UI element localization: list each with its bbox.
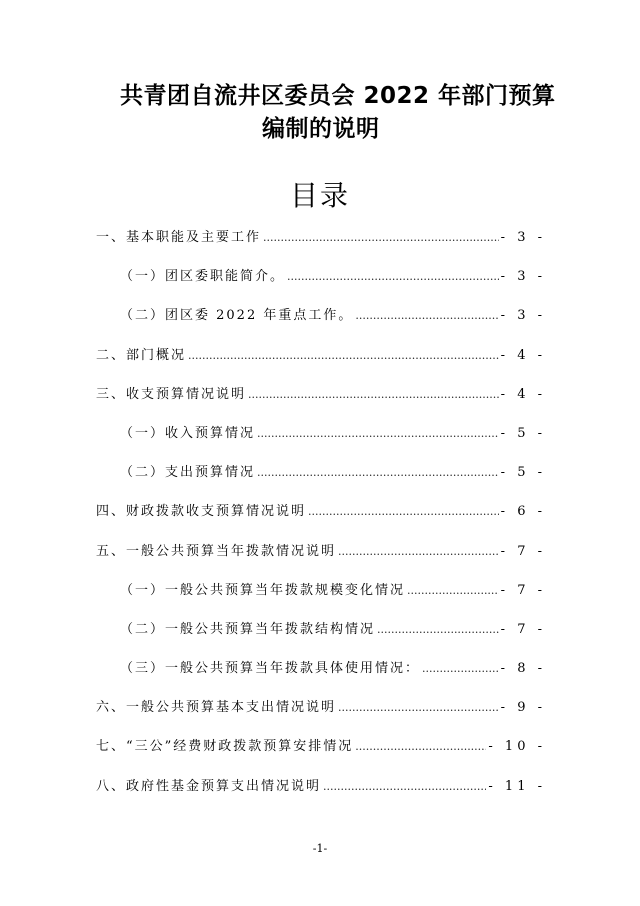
toc-entry-page: - 6 - [500, 504, 546, 520]
toc-entry-expense-budget[interactable] [96, 463, 546, 502]
toc-entry-label: 三、收支预算情况说明 [96, 386, 247, 402]
toc-entry-page: - 3 - [500, 308, 546, 324]
toc-entry-page: - 7 - [500, 621, 546, 637]
toc-leader-dots [355, 737, 486, 757]
document-title-line1: 共青团自流井区委员会 2022 年部门预算 [120, 83, 556, 109]
toc-leader-dots [407, 581, 499, 601]
toc-entry-label: 七、“三公”经费财政拨款预算安排情况 [96, 739, 354, 755]
toc-leader-dots [287, 267, 499, 287]
toc-entry-function-intro[interactable] [96, 267, 546, 306]
toc-leader-dots [422, 659, 499, 679]
toc-entry-label: （三）一般公共预算当年拨款具体使用情况： [120, 661, 421, 677]
toc-entry-page: - 8 - [500, 661, 546, 677]
toc-entry-label: 八、政府性基金预算支出情况说明 [96, 778, 322, 794]
toc-entry-label: （二）支出预算情况 [120, 465, 256, 481]
toc-entry-label: 二、部门概况 [96, 347, 187, 363]
toc-entry-scale-change[interactable] [96, 581, 546, 620]
toc-heading: 目录 [289, 179, 350, 212]
toc-entry-three-public-funds[interactable] [96, 737, 546, 776]
toc-entry-structure[interactable] [96, 620, 546, 659]
toc-entry-page: - 3 - [500, 230, 546, 245]
toc-entry-general-public-budget[interactable] [96, 542, 546, 581]
toc-leader-dots [308, 502, 499, 522]
toc-entry-label: （一）一般公共预算当年拨款规模变化情况 [120, 582, 406, 598]
toc-leader-dots [188, 346, 499, 366]
toc-leader-dots [377, 620, 499, 640]
toc-entry-basic-functions[interactable] [96, 228, 546, 267]
document-title-line2: 编制的说明 [262, 116, 380, 142]
toc-entry-label: （一）团区委职能简介。 [120, 269, 286, 285]
toc-entry-label: 四、财政拨款收支预算情况说明 [96, 504, 307, 520]
toc-entry-specific-use[interactable] [96, 659, 546, 698]
toc-leader-dots [355, 306, 498, 326]
toc-entry-label: （二）团区委 2022 年重点工作。 [120, 308, 354, 324]
toc-entry-page: - 4 - [500, 386, 546, 402]
toc-entry-page: - 10 - [488, 739, 546, 755]
toc-entry-label: （二）一般公共预算当年拨款结构情况 [120, 621, 376, 637]
toc-entry-label: 一、基本职能及主要工作 [96, 230, 262, 245]
toc-entry-income-budget[interactable] [96, 424, 546, 463]
toc-entry-label: 五、一般公共预算当年拨款情况说明 [96, 543, 337, 559]
toc-leader-dots [257, 463, 499, 483]
toc-entry-key-work-2022[interactable] [96, 306, 546, 345]
toc-leader-dots [248, 385, 499, 405]
toc-entry-basic-expenditure[interactable] [96, 698, 546, 737]
toc-entry-page: - 5 - [500, 465, 546, 481]
toc-entry-page: - 7 - [500, 582, 546, 598]
toc-entry-budget-explanation[interactable] [96, 385, 546, 424]
toc-leader-dots [323, 777, 486, 797]
toc-entry-page: - 7 - [500, 543, 546, 559]
toc-entry-page: - 11 - [488, 778, 546, 794]
toc-leader-dots [257, 424, 499, 444]
toc-leader-dots [338, 698, 499, 718]
toc-entry-government-funds[interactable] [96, 777, 546, 816]
toc-entry-page: - 9 - [500, 700, 546, 716]
toc-entry-page: - 5 - [500, 425, 546, 441]
table-of-contents [96, 228, 546, 816]
toc-leader-dots [338, 542, 499, 562]
toc-entry-fiscal-allocation[interactable] [96, 502, 546, 541]
toc-leader-dots [263, 228, 499, 248]
toc-entry-label: 六、一般公共预算基本支出情况说明 [96, 700, 337, 716]
toc-entry-page: - 3 - [500, 269, 546, 285]
toc-entry-page: - 4 - [500, 347, 546, 363]
page-number: -1- [312, 842, 328, 855]
toc-entry-department-overview[interactable] [96, 346, 546, 385]
toc-entry-label: （一）收入预算情况 [120, 425, 256, 441]
